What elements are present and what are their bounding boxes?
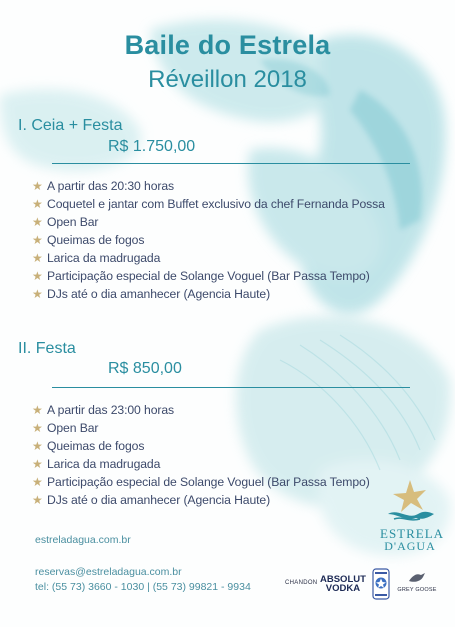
section-list-ceia-festa (32, 177, 385, 303)
list-item (32, 267, 385, 285)
list-item (32, 473, 370, 491)
section-list-festa (32, 401, 370, 509)
star-icon: ★ (32, 439, 43, 453)
list-item (32, 491, 370, 509)
star-icon: ★ (32, 287, 43, 301)
estrela-dagua-logo (380, 478, 445, 553)
page-subtitle: Réveillon 2018 (148, 66, 307, 93)
star-icon: ★ (32, 475, 43, 489)
page-title: Baile do Estrela (124, 30, 331, 60)
star-icon: ★ (32, 493, 43, 507)
list-item-text: Open Bar (47, 421, 99, 435)
star-icon: ★ (32, 269, 43, 283)
section-title-festa: II. Festa (18, 340, 76, 357)
grey-goose-text: GREY GOOSE (397, 587, 437, 593)
list-item-text: Larica da madrugada (47, 251, 161, 265)
chandon-logo: CHANDON (285, 580, 318, 586)
star-icon: ★ (32, 215, 43, 229)
list-item-text: Participação especial de Solange Voguel (Bar Passa Tempo) (47, 269, 370, 283)
bombay-sapphire-logo (367, 566, 395, 602)
list-item-text: Open Bar (47, 215, 99, 229)
section-divider (52, 387, 410, 388)
absolut-logo-line2: VODKA (325, 583, 361, 594)
logo-text-line1: ESTRELA (380, 526, 445, 541)
list-item (32, 213, 385, 231)
list-item-text: Coquetel e jantar com Buffet exclusivo da chef Fernanda Possa (47, 197, 385, 211)
section-title-ceia-festa: I. Ceia + Festa (18, 117, 123, 134)
star-icon: ★ (32, 197, 43, 211)
star-icon: ★ (32, 457, 43, 471)
list-item (32, 195, 385, 213)
absolut-logo (320, 575, 366, 593)
list-item (32, 419, 370, 437)
section-divider (52, 163, 410, 164)
list-item-text: Queimas de fogos (47, 439, 145, 453)
absolut-logo-line1: ABSOLUT (320, 574, 366, 585)
grey-goose-logo (397, 571, 437, 593)
star-icon: ★ (32, 403, 43, 417)
list-item (32, 231, 385, 249)
list-item (32, 249, 385, 267)
list-item-text: A partir das 20:30 horas (47, 179, 175, 193)
list-item (32, 401, 370, 419)
star-icon: ★ (32, 179, 43, 193)
list-item-text: Queimas de fogos (47, 233, 145, 247)
list-item-text: A partir das 23:00 horas (47, 403, 175, 417)
phone-numbers: tel: (55 73) 3660 - 1030 | (55 73) 99821 - 9934 (35, 581, 251, 593)
list-item-text: Participação especial de Solange Voguel (Bar Passa Tempo) (47, 475, 370, 489)
star-icon: ★ (32, 251, 43, 265)
list-item-text: DJs até o dia amanhecer (Agencia Haute) (47, 287, 271, 301)
logo-text-line2: D'AGUA (384, 539, 436, 553)
sponsor-logos (283, 566, 453, 606)
list-item-text: DJs até o dia amanhecer (Agencia Haute) (47, 493, 271, 507)
list-item (32, 455, 370, 473)
section-price-festa: R$ 850,00 (108, 360, 182, 377)
website-link[interactable]: estreladagua.com.br (35, 534, 131, 546)
star-icon: ★ (32, 421, 43, 435)
list-item-text: Larica da madrugada (47, 457, 161, 471)
starfish-wave-icon (380, 478, 440, 522)
star-icon: ★ (32, 233, 43, 247)
list-item (32, 177, 385, 195)
goose-icon (407, 571, 427, 585)
section-price-ceia-festa: R$ 1.750,00 (108, 138, 196, 155)
list-item (32, 437, 370, 455)
email-link[interactable]: reservas@estreladagua.com.br (35, 566, 182, 578)
list-item (32, 285, 385, 303)
